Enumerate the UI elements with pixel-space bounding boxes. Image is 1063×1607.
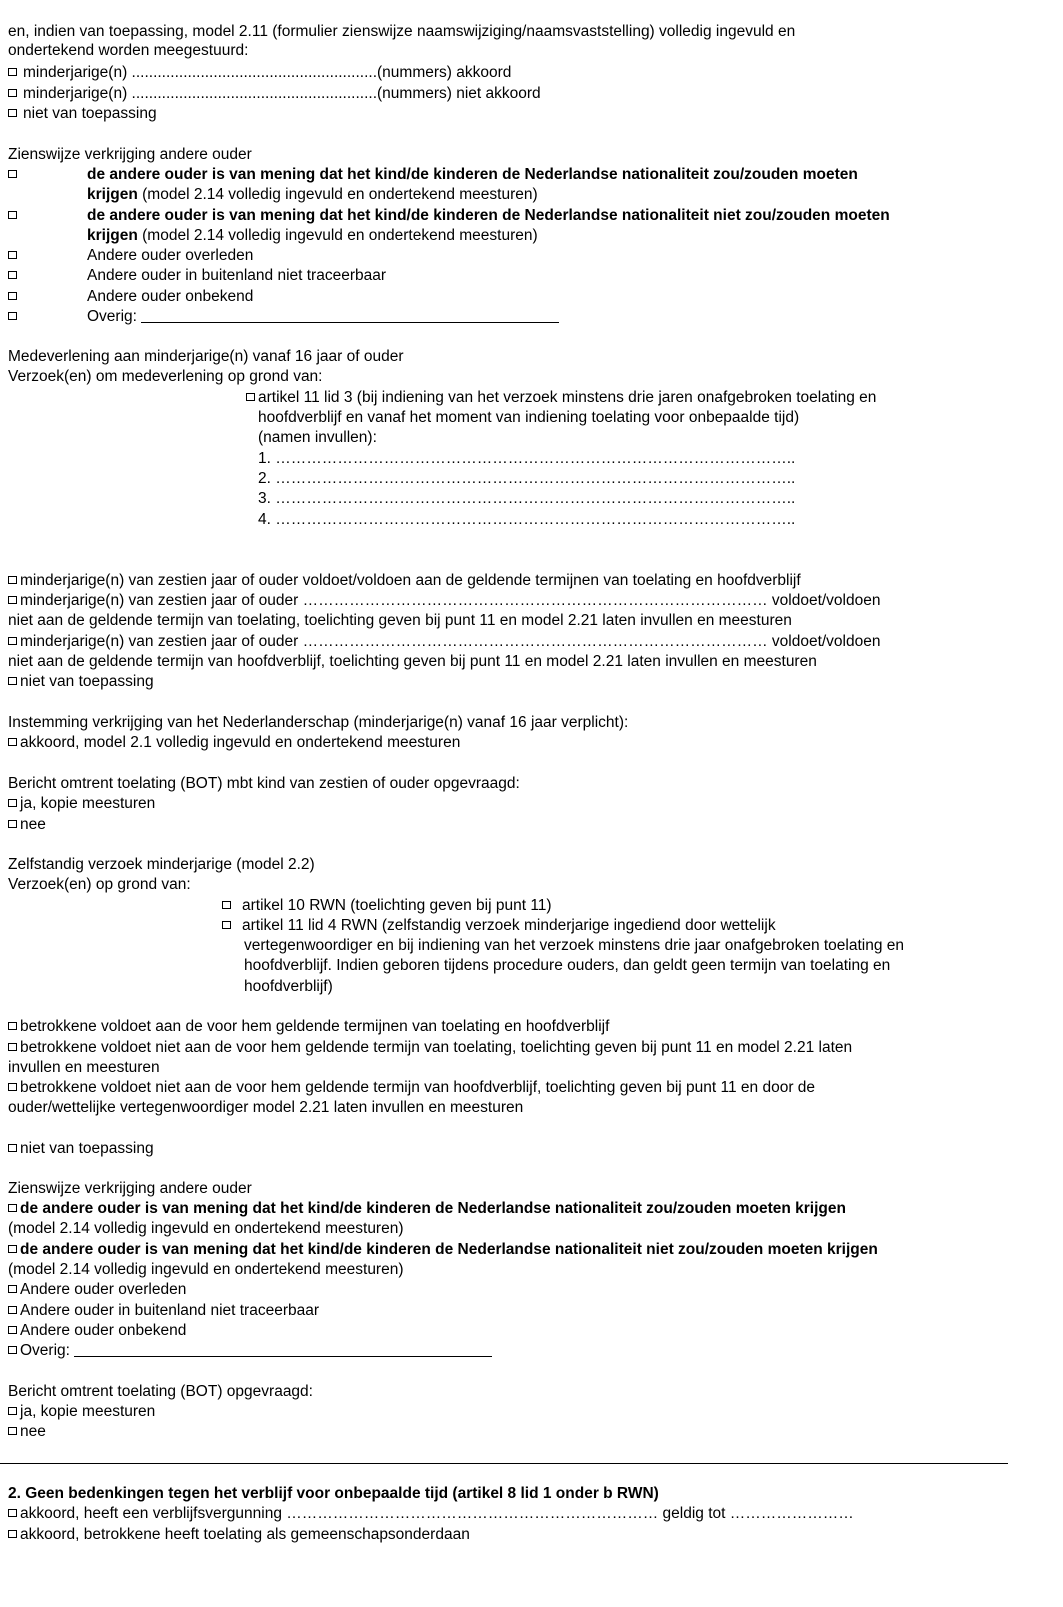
zelfstandig-art10[interactable]: artikel 10 RWN (toelichting geven bij punt 11) xyxy=(222,896,552,915)
checkbox[interactable] xyxy=(8,576,17,584)
zienswijze-option-d[interactable]: Andere ouder in buitenland niet traceerbaar xyxy=(8,266,23,285)
zelfstandig-art11-cont-3: hoofdverblijf) xyxy=(244,978,333,995)
checkbox[interactable] xyxy=(8,271,17,279)
checkbox[interactable] xyxy=(8,1346,17,1354)
betrokkene-option-3[interactable]: betrokkene voldoet niet aan de voor hem geldende termijn van hoofdverblijf, toelichting geven bij punt 11 en door de xyxy=(8,1078,815,1097)
naam-field-2[interactable]: 2. ……………………………………………………………………………………….. xyxy=(258,470,796,487)
naam-field-3[interactable]: 3. ……………………………………………………………………………………….. xyxy=(258,490,796,507)
intro-option-nvt[interactable]: niet van toepassing xyxy=(8,104,157,123)
bot-16-option-ja[interactable]: ja, kopie meesturen xyxy=(8,794,155,813)
zienswijze-option-b-cont: krijgen (model 2.14 volledig ingevuld en ondertekend meesturen) xyxy=(87,227,538,244)
checkbox[interactable] xyxy=(8,1285,17,1293)
bot-16-title: Bericht omtrent toelating (BOT) mbt kind van zestien of ouder opgevraagd: xyxy=(8,775,520,792)
medeverlening-art11[interactable]: artikel 11 lid 3 (bij indiening van het verzoek minstens drie jaren onafgebroken toelating en xyxy=(246,388,876,407)
zienswijze-2-option-c[interactable]: Andere ouder overleden xyxy=(8,1280,186,1299)
instemming-title: Instemming verkrijging van het Nederlanderschap (minderjarige(n) vanaf 16 jaar verplicht): xyxy=(8,714,629,731)
zienswijze-2-option-a[interactable]: de andere ouder is van mening dat het kind/de kinderen de Nederlandse nationaliteit zou/zouden moeten krijgen xyxy=(8,1199,846,1218)
checkbox[interactable] xyxy=(8,1306,17,1314)
checkbox[interactable] xyxy=(8,1043,17,1051)
betrokkene-option-2-cont: invullen en meesturen xyxy=(8,1059,160,1076)
checkbox[interactable] xyxy=(8,1407,17,1415)
checkbox[interactable] xyxy=(8,1022,17,1030)
checkbox[interactable] xyxy=(8,1204,17,1212)
overig-field[interactable] xyxy=(141,308,559,323)
section-2-title: 2. Geen bedenkingen tegen het verblijf voor onbepaalde tijd (artikel 8 lid 1 onder b RWN) xyxy=(8,1485,659,1502)
checkbox[interactable] xyxy=(8,820,17,828)
zienswijze-2-title: Zienswijze verkrijging andere ouder xyxy=(8,1180,252,1197)
zelfstandig-art11-cont-2: hoofdverblijf. Indien geboren tijdens procedure ouders, dan geldt geen termijn van toelating en xyxy=(244,957,891,974)
medeverlening-art11-namen: (namen invullen): xyxy=(258,429,377,446)
zienswijze-2-option-b[interactable]: de andere ouder is van mening dat het kind/de kinderen de Nederlandse nationaliteit niet zou/zouden moeten krijgen xyxy=(8,1240,878,1259)
checkbox[interactable] xyxy=(8,1530,17,1538)
checkbox[interactable] xyxy=(8,596,17,604)
zienswijze-2-option-f[interactable]: Overig: xyxy=(8,1341,492,1360)
zienswijze-option-f[interactable]: Overig: xyxy=(8,307,23,326)
voldoet-option-2-cont: niet aan de geldende termijn van toelating, toelichting geven bij punt 11 en model 2.21 laten invullen en meesturen xyxy=(8,612,792,629)
medeverlening-title: Medeverlening aan minderjarige(n) vanaf 16 jaar of ouder xyxy=(8,348,404,365)
medeverlening-subtitle: Verzoek(en) om medeverlening op grond van: xyxy=(8,368,323,385)
intro-option-niet-akkoord[interactable]: minderjarige(n) .........................................................(nummers) niet akkoord xyxy=(8,84,541,103)
naam-field-4[interactable]: 4. ……………………………………………………………………………………….. xyxy=(258,511,796,528)
zienswijze-2-option-b-cont: (model 2.14 volledig ingevuld en ondertekend meesturen) xyxy=(8,1261,404,1278)
betrokkene-option-2[interactable]: betrokkene voldoet niet aan de voor hem geldende termijn van toelating, toelichting geven bij punt 11 en model 2.21 laten xyxy=(8,1038,852,1057)
betrokkene-option-3-cont: ouder/wettelijke vertegenwoordiger model 2.21 laten invullen en meesturen xyxy=(8,1099,524,1116)
zienswijze-option-b[interactable]: de andere ouder is van mening dat het kind/de kinderen de Nederlandse nationaliteit niet zou/zouden moeten xyxy=(8,206,23,225)
checkbox[interactable] xyxy=(8,251,17,259)
bot-option-ja[interactable]: ja, kopie meesturen xyxy=(8,1402,155,1421)
zelfstandig-art11-cont-1: vertegenwoordiger en bij indiening van het verzoek minstens drie jaar onafgebroken toelating en xyxy=(244,937,905,954)
zienswijze-2-option-a-cont: (model 2.14 volledig ingevuld en ondertekend meesturen) xyxy=(8,1220,404,1237)
zienswijze-option-e[interactable]: Andere ouder onbekend xyxy=(8,287,23,306)
checkbox[interactable] xyxy=(8,1083,17,1091)
checkbox[interactable] xyxy=(8,1326,17,1334)
checkbox[interactable] xyxy=(8,312,17,320)
section-2-option-verblijfsvergunning[interactable]: akkoord, heeft een verblijfsvergunning ……………………………………………………………… geldig tot …………………… xyxy=(8,1504,854,1523)
checkbox[interactable] xyxy=(8,1509,17,1517)
intro-line-2: ondertekend worden meegestuurd: xyxy=(8,42,249,59)
bot-title: Bericht omtrent toelating (BOT) opgevraagd: xyxy=(8,1383,313,1400)
zienswijze-title: Zienswijze verkrijging andere ouder xyxy=(8,146,252,163)
voldoet-option-2[interactable]: minderjarige(n) van zestien jaar of ouder ……………………………………………………………………………… voldoet/voldoen xyxy=(8,591,880,610)
checkbox[interactable] xyxy=(8,68,17,76)
checkbox[interactable] xyxy=(222,901,231,909)
checkbox[interactable] xyxy=(8,1245,17,1253)
zienswijze-2-option-d[interactable]: Andere ouder in buitenland niet traceerbaar xyxy=(8,1301,319,1320)
instemming-option-akkoord[interactable]: akkoord, model 2.1 volledig ingevuld en ondertekend meesturen xyxy=(8,733,460,752)
section-divider xyxy=(0,1463,1008,1464)
checkbox[interactable] xyxy=(8,677,17,685)
betrokkene-option-nvt[interactable]: niet van toepassing xyxy=(8,1139,154,1158)
voldoet-option-nvt[interactable]: niet van toepassing xyxy=(8,672,154,691)
medeverlening-art11-cont: hoofdverblijf en vanaf het moment van indiening toelating voor onbepaalde tijd) xyxy=(258,409,800,426)
checkbox[interactable] xyxy=(222,921,231,929)
intro-line-1: en, indien van toepassing, model 2.11 (formulier zienswijze naamswijziging/naamsvaststelling) volledig ingevuld en xyxy=(8,23,796,40)
overig-field-2[interactable] xyxy=(74,1342,492,1357)
betrokkene-option-1[interactable]: betrokkene voldoet aan de voor hem geldende termijnen van toelating en hoofdverblijf xyxy=(8,1017,609,1036)
checkbox[interactable] xyxy=(8,637,17,645)
checkbox[interactable] xyxy=(8,1427,17,1435)
checkbox[interactable] xyxy=(8,170,17,178)
bot-option-nee[interactable]: nee xyxy=(8,1422,46,1441)
checkbox[interactable] xyxy=(8,738,17,746)
intro-option-akkoord[interactable]: minderjarige(n) .........................................................(nummers) akkoord xyxy=(8,63,511,82)
voldoet-option-3-cont: niet aan de geldende termijn van hoofdverblijf, toelichting geven bij punt 11 en model 2.21 laten invullen en meesturen xyxy=(8,653,817,670)
section-2-option-gemeenschapsonderdaan[interactable]: akkoord, betrokkene heeft toelating als gemeenschapsonderdaan xyxy=(8,1525,470,1544)
bot-16-option-nee[interactable]: nee xyxy=(8,815,46,834)
checkbox[interactable] xyxy=(8,799,17,807)
zelfstandig-art11[interactable]: artikel 11 lid 4 RWN (zelfstandig verzoek minderjarige ingediend door wettelijk xyxy=(222,916,776,935)
checkbox[interactable] xyxy=(8,292,17,300)
voldoet-option-3[interactable]: minderjarige(n) van zestien jaar of ouder ……………………………………………………………………………… voldoet/voldoen xyxy=(8,632,880,651)
naam-field-1[interactable]: 1. ……………………………………………………………………………………….. xyxy=(258,450,796,467)
checkbox[interactable] xyxy=(8,211,17,219)
checkbox[interactable] xyxy=(246,393,255,401)
checkbox[interactable] xyxy=(8,1144,17,1152)
checkbox[interactable] xyxy=(8,89,17,97)
checkbox[interactable] xyxy=(8,109,17,117)
zelfstandig-subtitle: Verzoek(en) op grond van: xyxy=(8,876,191,893)
voldoet-option-1[interactable]: minderjarige(n) van zestien jaar of ouder voldoet/voldoen aan de geldende termijnen van toelating en hoofdverblijf xyxy=(8,571,801,590)
zienswijze-2-option-e[interactable]: Andere ouder onbekend xyxy=(8,1321,186,1340)
zelfstandig-title: Zelfstandig verzoek minderjarige (model 2.2) xyxy=(8,856,315,873)
zienswijze-option-a[interactable]: de andere ouder is van mening dat het kind/de kinderen de Nederlandse nationaliteit zou/zouden moeten xyxy=(8,165,23,184)
zienswijze-option-a-cont: krijgen (model 2.14 volledig ingevuld en ondertekend meesturen) xyxy=(87,186,538,203)
zienswijze-option-c[interactable]: Andere ouder overleden xyxy=(8,246,23,265)
